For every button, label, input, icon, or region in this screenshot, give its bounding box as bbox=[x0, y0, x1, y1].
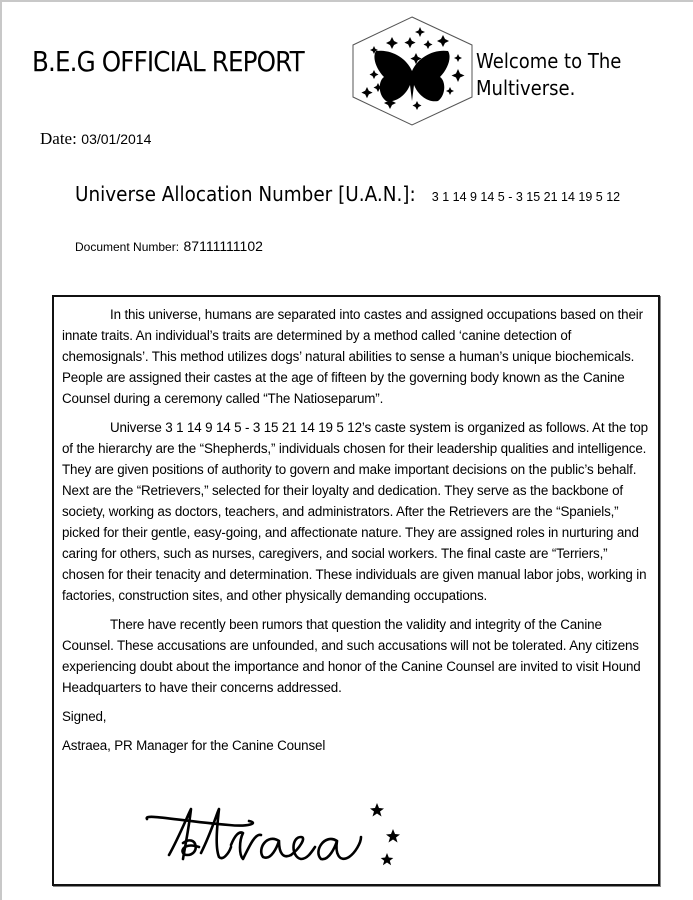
paragraph-rumors: There have recently been rumors that question the validity and integrity of the Canine Counsel. These accusations are unfounded, and such accusations will not be tolerated. Any citizens experiencing doubt about the importance and honor of the Canine Counsel are invited to visit Hound Headquarters to have their concerns addressed. bbox=[62, 617, 641, 695]
welcome-line-2: Multiverse. bbox=[476, 76, 576, 100]
document-number-label: Document Number: bbox=[75, 240, 180, 254]
welcome-line-1: Welcome to The bbox=[476, 49, 622, 73]
uan-field bbox=[75, 182, 620, 206]
paragraph-caste-system: Universe 3 1 14 9 14 5 - 3 15 21 14 19 5 12’s caste system is organized as follows. At the top of the hierarchy are the “Shepherds,” individuals chosen for their leadership qualities and intelligence. They are given positions of authority to govern and make important decisions on the public’s behalf. Next are the “Retrievers,” selected for their loyalty and dedication. They serve as the backbone of society, working as doctors, teachers, and administrators. After the Retrievers are the “Spaniels,” picked for their gentle, easy-going, and affectionate nature. They are assigned roles in nurturing and caring for others, such as nurses, caregivers, and social workers. The final caste are “Terriers,” chosen for their tenacity and determination. These individuals are given manual labor jobs, working in factories, construction sites, and other physically demanding occupations. bbox=[62, 420, 648, 603]
report-body-box bbox=[52, 295, 660, 886]
uan-value: 3 1 14 9 14 5 - 3 15 21 14 19 5 12 bbox=[431, 190, 621, 204]
document-number-value: 87111111102 bbox=[183, 238, 263, 254]
signature-icon bbox=[139, 797, 429, 877]
uan-label: Universe Allocation Number [U.A.N.]: bbox=[75, 182, 416, 206]
date-label: Date: bbox=[40, 129, 77, 148]
report-title: B.E.G OFFICIAL REPORT bbox=[32, 45, 304, 78]
date-field bbox=[40, 129, 151, 149]
paragraph-intro: In this universe, humans are separated into castes and assigned occupations based on their innate traits. An individual’s traits are determined by a method called ‘canine detection of chemosignals’. This method utilizes dogs’ natural abilities to sense a human’s unique biochemicals. People are assigned their castes at the age of fifteen by the governing body known as the Canine Counsel during a ceremony called “The Natioseparum”. bbox=[62, 307, 643, 406]
signer-line: Astraea, PR Manager for the Canine Counsel bbox=[62, 738, 326, 753]
butterfly-logo-icon bbox=[350, 15, 475, 127]
date-value: 03/01/2014 bbox=[81, 131, 152, 147]
welcome-text bbox=[476, 48, 621, 102]
document-number-field bbox=[75, 238, 263, 256]
signed-label: Signed, bbox=[62, 709, 107, 724]
